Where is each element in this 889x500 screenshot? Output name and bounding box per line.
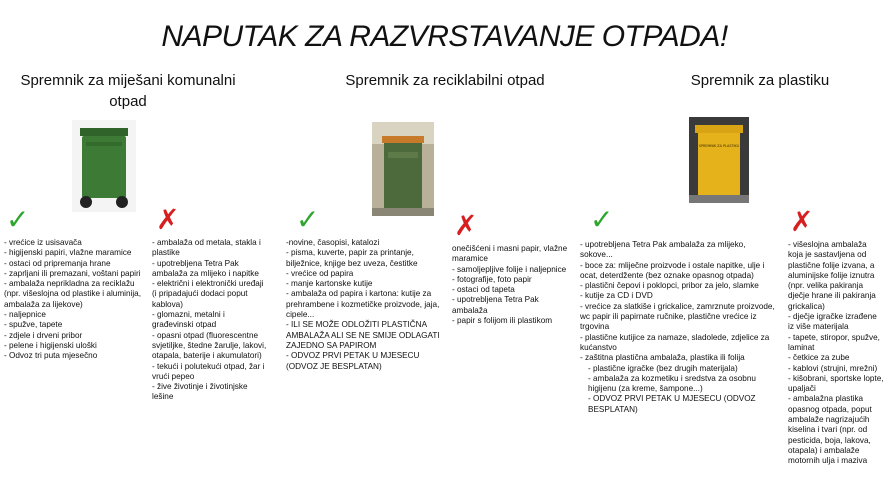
heading-plastic-waste: Spremnik za plastiku [690, 72, 830, 89]
list-item: - ambalažna plastika opasnog otpada, poput ambalaže nagrizajućih kiselina i tvari (npr. od pesticida, boja, lakova, otapala) i ambalaže motornih ulja i maziva [788, 394, 872, 466]
list-item: - plastične igračke (bez drugih materijala) [588, 363, 738, 373]
list-item: - višeslojna ambalaža koja je sastavljena od plastične folije izvana, a aluminijske folije iznutra (npr. velika pakiranja dječje hrane ili pakiranja grickalica) [788, 240, 876, 311]
list-item: - Odvoz tri puta mjesečno [4, 351, 98, 361]
list-item: - pelene i higijenski uloški [4, 340, 97, 350]
list-item: - papir s folijom ili plastikom [452, 316, 553, 326]
list-item: - samoljepljive folije i naljepnice [452, 264, 567, 274]
forbidden-list-mixed [152, 238, 268, 403]
list-item: - ostaci od tapeta [452, 285, 515, 295]
list-item: - higijenski papiri, vlažne maramice [4, 248, 132, 258]
allowed-list-plastic [580, 240, 780, 415]
list-item: - vrećice za slatkiše i grickalice, zamrznute proizvode, wc papir ili papirnate ručnike, plastične vrećice iz trgovina [580, 301, 775, 332]
list-item: - glomazni, metalni i građevinski otpad [152, 310, 225, 330]
list-item: - pisma, kuverte, papir za printanje, bilježnice, knjige bez uveza, čestitke [286, 248, 418, 268]
list-item: - zaštitna plastična ambalaža, plastika ili folija [580, 353, 745, 363]
list-item: - dječje igračke izrađene iz više materijala [788, 312, 877, 332]
list-item: - ambalaža neprikladna za reciklažu (npr. višeslojna od plastike i aluminija, ambalaža za lijekove) [4, 279, 141, 309]
list-item: - ambalaža od metala, stakla i plastike [152, 238, 261, 258]
forbidden-cross-icon: ✗ [790, 205, 814, 238]
list-item: - opasni otpad (fluorescentne svjetiljke, štedne žarulje, lakovi, otapala, baterije i akumulatori) [152, 330, 267, 361]
recyclable-bin-photo [372, 122, 434, 216]
list-item: - ambalaža za kozmetiku i sredstva za osobnu higijenu (za kreme, šampone...) [588, 373, 756, 394]
list-item: - upotrebljena Tetra Pak ambalaža za mlijeko, sokove... [580, 240, 746, 260]
list-item: onečišćeni i masni papir, vlažne maramice [452, 244, 568, 264]
list-item: - električni i elektronički uređaji (i pripadajući dodaci poput kablova) [152, 279, 264, 309]
list-item: - kablovi (strujni, mrežni) [788, 363, 878, 373]
allowed-list-recyclable [286, 238, 452, 372]
page-title: NAPUTAK ZA RAZVRSTAVANJE OTPADA! [161, 20, 728, 53]
list-item: -novine, časopisi, katalozi [286, 238, 380, 247]
list-item: - upotrebljena Tetra Pak ambalaža [452, 295, 539, 315]
allowed-check-icon: ✓ [590, 203, 614, 236]
mixed-waste-bin-photo [72, 120, 136, 212]
allowed-check-icon: ✓ [6, 203, 30, 236]
forbidden-list-recyclable [452, 244, 570, 326]
list-item: - tapete, stiropor, spužve, laminat [788, 332, 880, 352]
allowed-list-mixed [4, 238, 152, 362]
list-item: - ostaci od pripremanja hrane [4, 258, 111, 268]
forbidden-list-plastic [788, 240, 884, 467]
list-item: - vrećice iz usisavača [4, 238, 82, 247]
list-item: - plastične kutijice za namaze, sladolede, zdjelice za kućanstvo [580, 332, 770, 352]
list-item: - ILI SE MOŽE ODLOŽITI PLASTIČNA AMBALAŽA ALI SE NE SMIJE ODLAGATI ZAJEDNO SA PAPIROM [286, 320, 440, 350]
allowed-check-icon: ✓ [296, 203, 320, 236]
list-item: - fotografije, foto papir [452, 274, 532, 284]
list-item: - vrećice od papira [286, 268, 354, 278]
list-item: - boce za: mliječne proizvode i ostale napitke, ulje i ocat, deterdžente (bez oznake opasnog otpada) [580, 260, 765, 280]
list-item: - ODVOZ PRVI PETAK U MJESECU (ODVOZ JE BESPLATAN) [286, 351, 420, 371]
plastic-bin-photo [689, 117, 749, 203]
forbidden-cross-icon: ✗ [156, 203, 180, 236]
list-item: - žive životinje i životinjske lešine [152, 382, 248, 402]
list-item: - četkice za zube [788, 353, 850, 363]
bin-label: SPREMNIK ZA PLASTIKU [698, 144, 740, 148]
list-item: - manje kartonske kutije [286, 279, 373, 289]
list-item: - zdjele i drveni pribor [4, 330, 83, 340]
list-item: - zaprljani ili premazani, voštani papiri [4, 268, 141, 278]
list-item: - kišobrani, sportske lopte, upaljači [788, 373, 884, 394]
list-item: - spužve, tapete [4, 320, 63, 330]
list-item: - tekući i polutekući otpad, žar i vrući pepeo [152, 361, 265, 381]
forbidden-cross-icon: ✗ [454, 209, 478, 242]
heading-recyclable-waste: Spremnik za reciklabilni otpad [345, 72, 545, 89]
list-item: - upotrebljena Tetra Pak ambalaža za mlijeko i napitke [152, 258, 259, 278]
list-item: - plastični čepovi i poklopci, pribor za jelo, slamke [580, 281, 759, 291]
list-item: - naljepnice [4, 310, 46, 320]
list-item: - ambalaža od papira i kartona: kutije za prehrambene i kozmetičke proizvode, jaja, cipele... [286, 289, 440, 320]
list-item: - ODVOZ PRVI PETAK U MJESECU (ODVOZ BESPLATAN) [588, 394, 756, 414]
heading-mixed-waste: Spremnik za miješani komunalni otpad [20, 72, 236, 110]
list-item: - kutije za CD i DVD [580, 291, 653, 301]
